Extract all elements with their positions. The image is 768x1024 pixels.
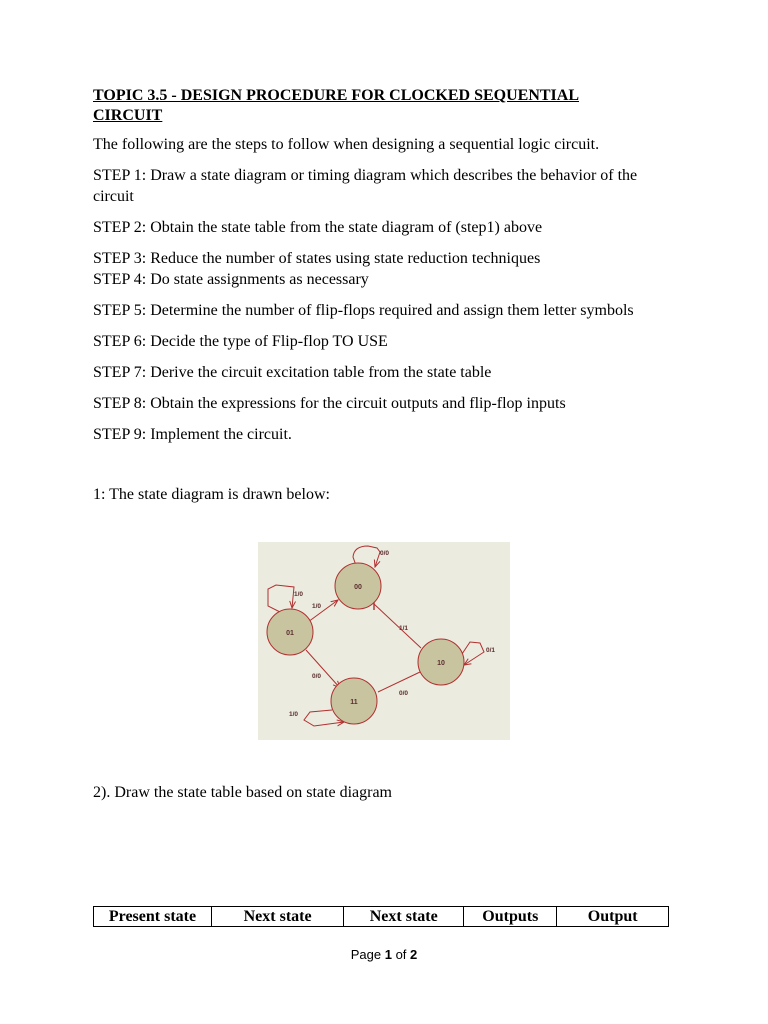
transition-00-to-10 bbox=[374, 604, 421, 648]
step-9: STEP 9: Implement the circuit. bbox=[93, 426, 292, 443]
label-01-to-11: 0/0 bbox=[312, 673, 322, 680]
state-label-10: 10 bbox=[437, 659, 445, 667]
header-next-state-1: Next state bbox=[211, 907, 343, 927]
step-5: STEP 5: Determine the number of flip-flops required and assign them letter symbols bbox=[93, 302, 634, 319]
footer-prefix: Page bbox=[350, 947, 385, 962]
step-1: STEP 1: Draw a state diagram or timing diagram which describes the behavior of the circuit bbox=[93, 167, 638, 205]
state-node-10 bbox=[418, 639, 464, 685]
state-label-11: 11 bbox=[350, 698, 358, 706]
label-self-01: 1/0 bbox=[294, 591, 304, 598]
document-body bbox=[93, 86, 673, 505]
label-00-to-10: 1/1 bbox=[399, 625, 409, 632]
state-node-11 bbox=[331, 678, 377, 724]
step-8: STEP 8: Obtain the expressions for the circuit outputs and flip-flop inputs bbox=[93, 395, 566, 412]
page-footer bbox=[0, 947, 768, 962]
state-table-intro: 2). Draw the state table based on state diagram bbox=[93, 784, 392, 801]
state-table-header-row bbox=[94, 907, 669, 927]
self-loop-01 bbox=[268, 585, 294, 612]
header-output: Output bbox=[557, 907, 669, 927]
transition-01-to-11 bbox=[306, 650, 340, 688]
title-line-2: CIRCUIT bbox=[93, 107, 163, 124]
label-01-to-00: 1/0 bbox=[312, 603, 322, 610]
step-7: STEP 7: Derive the circuit excitation table from the state table bbox=[93, 364, 492, 381]
state-diagram bbox=[258, 542, 510, 740]
step-4: STEP 4: Do state assignments as necessary bbox=[93, 271, 369, 288]
document-title bbox=[93, 86, 673, 126]
header-next-state-2: Next state bbox=[344, 907, 464, 927]
self-loop-10 bbox=[462, 642, 484, 665]
state-label-01: 01 bbox=[286, 629, 294, 637]
header-outputs: Outputs bbox=[464, 907, 557, 927]
title-line-1: TOPIC 3.5 - DESIGN PROCEDURE FOR CLOCKED SEQUENTIAL bbox=[93, 87, 579, 104]
label-self-10: 0/1 bbox=[486, 647, 496, 654]
footer-page-total: 2 bbox=[410, 947, 418, 962]
footer-page-number: 1 bbox=[384, 947, 392, 962]
state-table bbox=[93, 906, 669, 927]
state-diagram-figure bbox=[258, 542, 510, 740]
diagram-intro: 1: The state diagram is drawn below: bbox=[93, 486, 330, 503]
state-node-00 bbox=[335, 563, 381, 609]
label-10-to-11: 0/0 bbox=[399, 690, 409, 697]
footer-middle: of bbox=[391, 947, 411, 962]
step-6: STEP 6: Decide the type of Flip-flop TO USE bbox=[93, 333, 388, 350]
label-self-11: 1/0 bbox=[289, 711, 299, 718]
state-label-00: 00 bbox=[354, 583, 362, 591]
step-2: STEP 2: Obtain the state table from the state diagram of (step1) above bbox=[93, 219, 543, 236]
intro-paragraph: The following are the steps to follow when designing a sequential logic circuit. bbox=[93, 136, 600, 153]
transition-10-to-11 bbox=[378, 672, 420, 692]
step-3: STEP 3: Reduce the number of states using state reduction techniques bbox=[93, 250, 541, 267]
label-self-00: 0/0 bbox=[380, 550, 390, 557]
header-present-state: Present state bbox=[94, 907, 212, 927]
state-node-01 bbox=[267, 609, 313, 655]
